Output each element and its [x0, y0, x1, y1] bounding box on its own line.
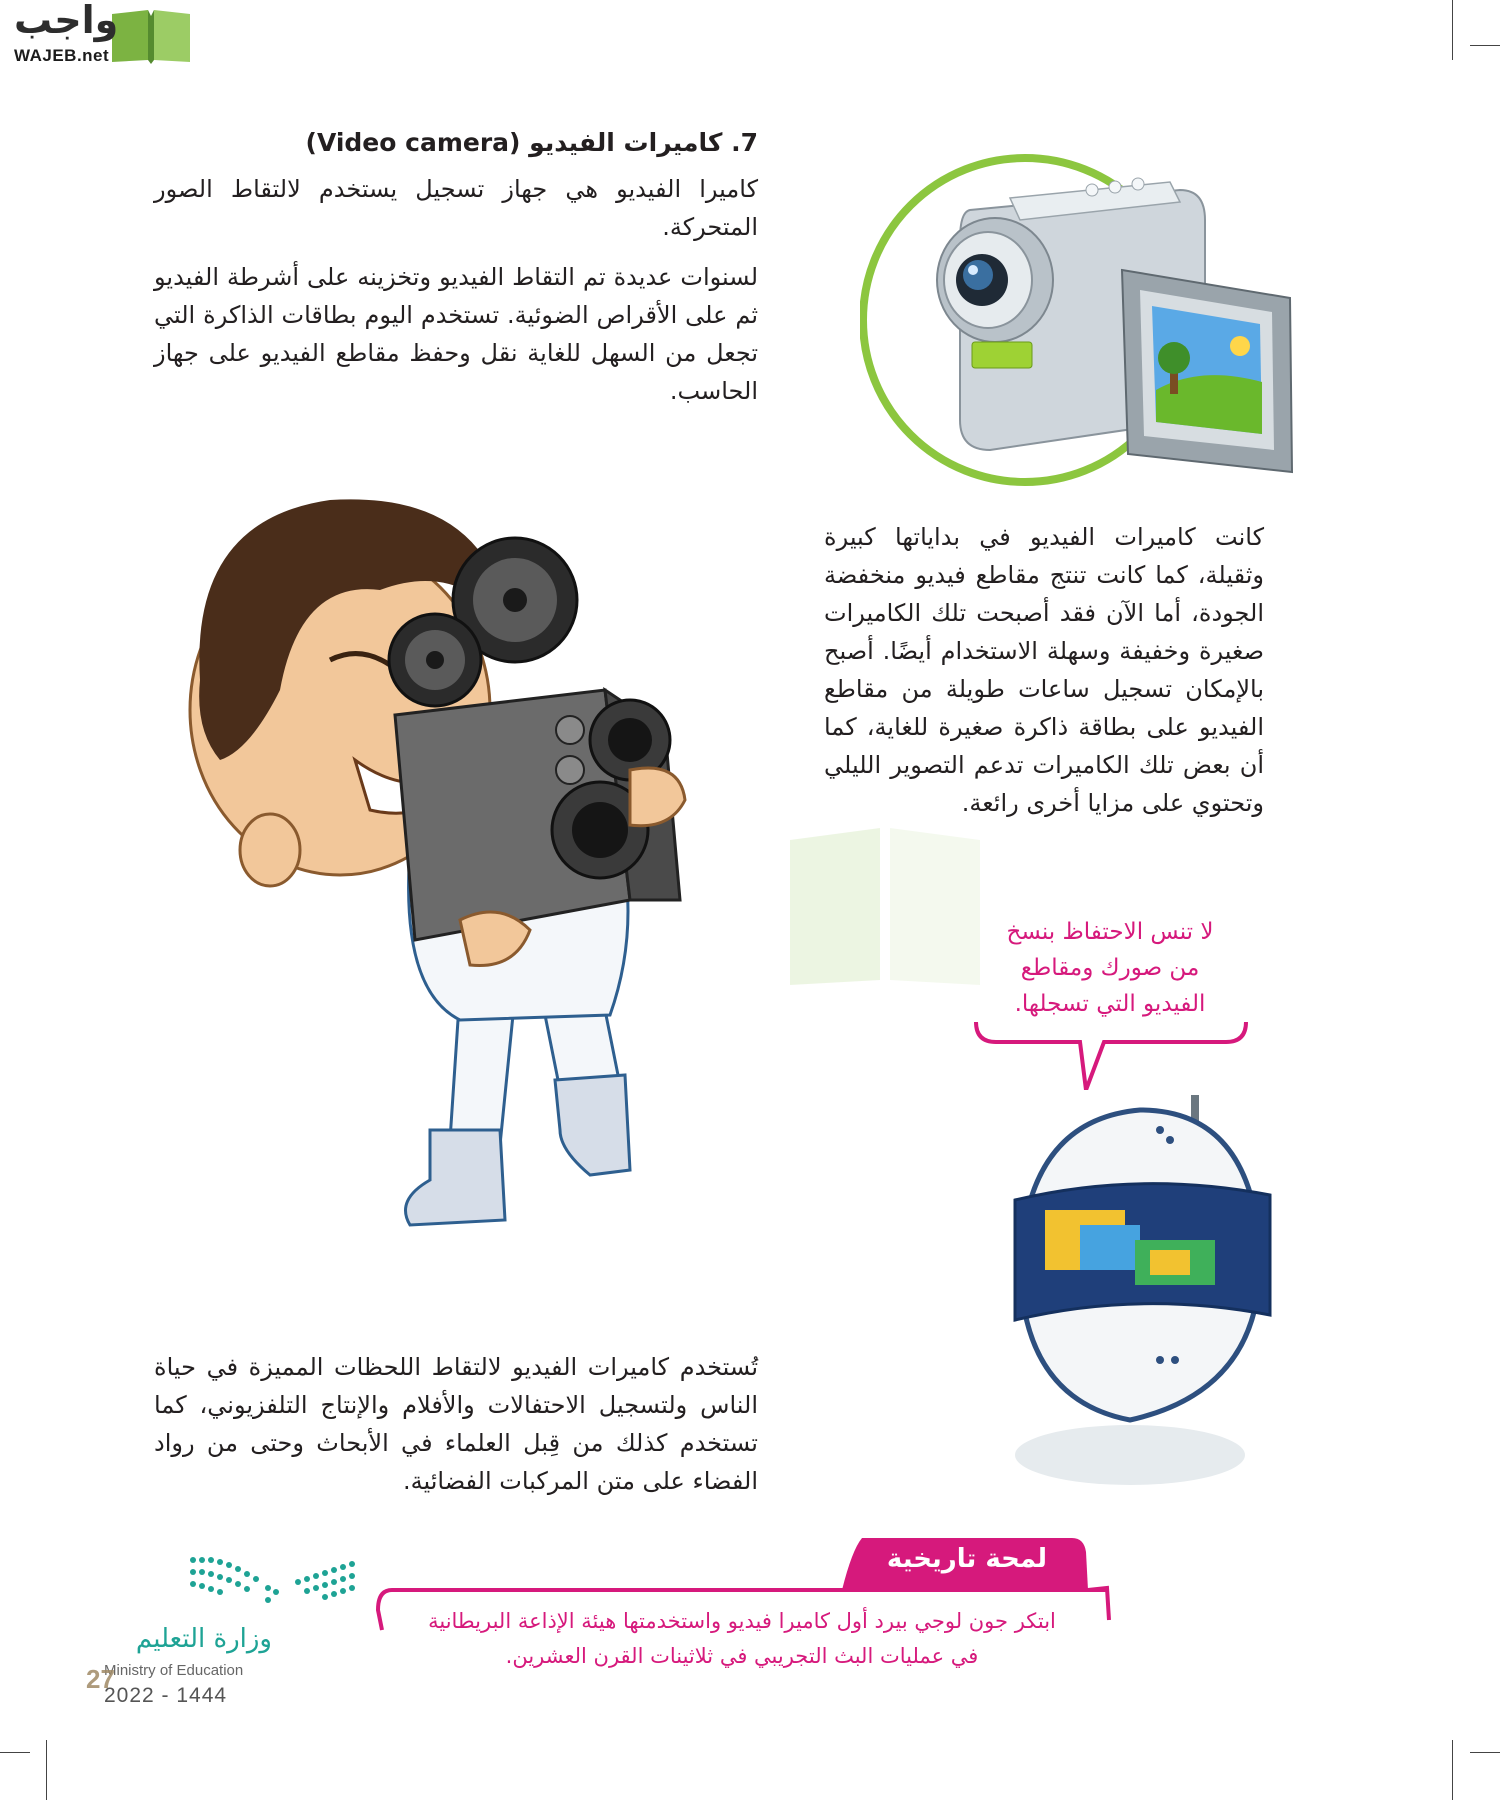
- ministry-name-ar: وزارة التعليم: [135, 1624, 272, 1654]
- wajeb-logo[interactable]: [10, 0, 190, 66]
- right-paragraph: كانت كاميرات الفيديو في بداياتها كبيرة وثقيلة، كما كانت تنتج مقاطع فيديو منخفضة الجودة، أما الآن فقد أصبحت تلك الكاميرات صغيرة وخفيفة وسهلة الاستخدام أيضًا. أصبح بالإمكان تسجيل ساعات طويلة من مقاطع الفيديو على بطاقة ذاكرة صغيرة للغاية، كما أن بعض تلك الكاميرات تدعم التصوير الليلي وتحتوي على مزايا أخرى رائعة.: [824, 523, 1264, 817]
- boy-filming-illustration: [160, 430, 800, 1260]
- book-icon: [106, 6, 196, 64]
- edition-year: 2022 - 1444: [104, 1684, 228, 1707]
- section-heading: 7. كاميرات الفيديو (Video camera): [305, 128, 758, 157]
- history-line: في عمليات البث التجريبي في ثلاثينات القرن العشرين.: [505, 1644, 979, 1668]
- crop-mark: [46, 1740, 47, 1800]
- history-box: [372, 1530, 1112, 1690]
- section-paragraph: كاميرا الفيديو هي جهاز تسجيل يستخدم لالتقاط الصور المتحركة.: [154, 175, 758, 241]
- tip-line: من صورك ومقاطع: [1020, 955, 1200, 981]
- section-paragraph: لسنوات عديدة تم التقاط الفيديو وتخزينه على أشرطة الفيديو ثم على الأقراص الضوئية. تستخدم اليوم بطاقات الذاكرة التي تجعل من السهل للغاية نقل وحفظ مقاطع الفيديو على جهاز الحاسب.: [154, 263, 758, 405]
- history-line: ابتكر جون لوجي بيرد أول كاميرا فيديو واستخدمتها هيئة الإذاعة البريطانية: [428, 1609, 1056, 1633]
- tip-line: لا تنس الاحتفاظ بنسخ: [1006, 919, 1214, 945]
- crop-mark: [0, 1752, 30, 1753]
- robot-mascot-illustration: [1000, 1090, 1280, 1490]
- tip-line: الفيديو التي تسجلها.: [1014, 991, 1206, 1017]
- logo-site: WAJEB.net: [14, 46, 110, 65]
- crop-mark: [1452, 1740, 1453, 1800]
- ministry-logo: [86, 1548, 370, 1708]
- history-title: لمحة تاريخية: [886, 1544, 1048, 1574]
- page-number: 27: [86, 1664, 115, 1694]
- tip-bubble: [970, 910, 1250, 1090]
- crop-mark: [1470, 1752, 1500, 1753]
- ministry-emblem-icon: [188, 1552, 358, 1612]
- camcorder-illustration: [860, 150, 1310, 490]
- crop-mark: [1452, 0, 1453, 60]
- bottom-paragraph: تُستخدم كاميرات الفيديو لالتقاط اللحظات المميزة في حياة الناس ولتسجيل الاحتفالات والأفلام والإنتاج التلفزيوني، كما تستخدم كذلك من قِبل العلماء في الأبحاث وحتى من رواد الفضاء على متن المركبات الفضائية.: [154, 1353, 758, 1495]
- watermark-book-icon: [780, 820, 990, 990]
- crop-mark: [1470, 45, 1500, 46]
- ministry-name-en: Ministry of Education: [104, 1662, 244, 1679]
- logo-word: واجب: [14, 0, 119, 42]
